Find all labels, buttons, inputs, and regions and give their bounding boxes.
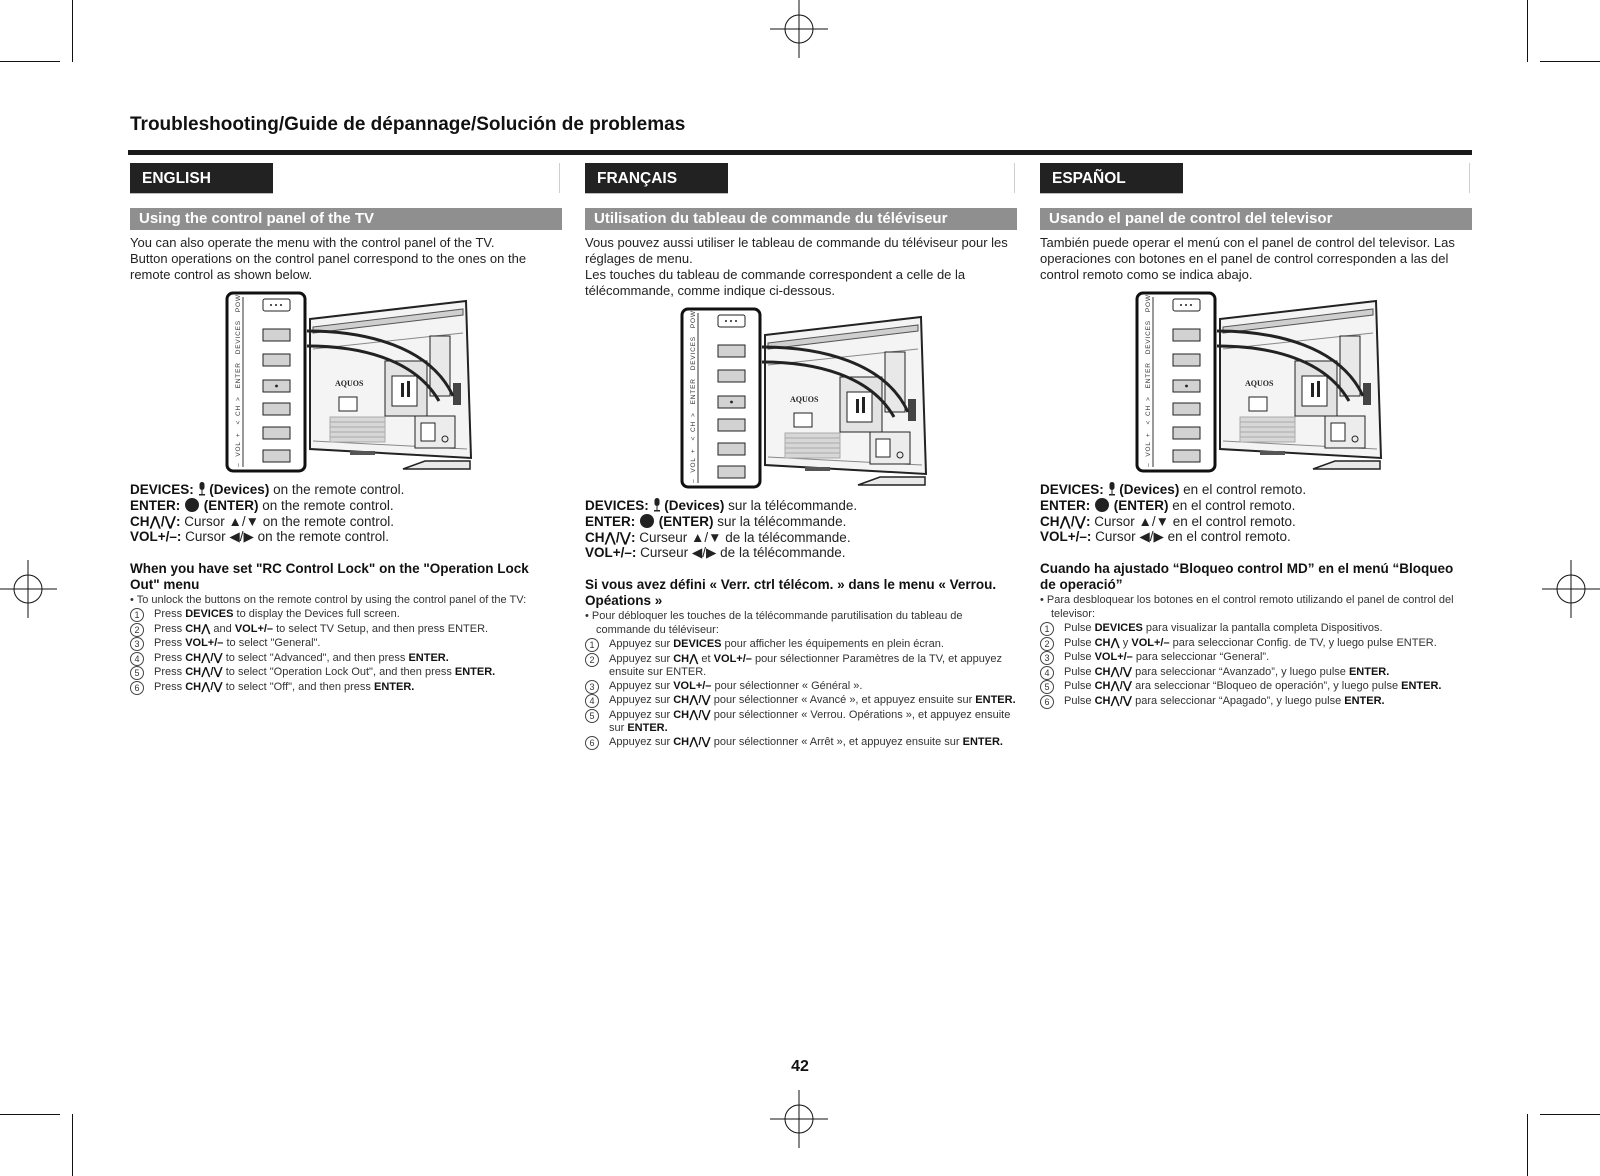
step-list (585, 638, 1017, 750)
enter-button-icon (640, 514, 654, 528)
language-tab-espanol: ESPAÑOL (1040, 163, 1183, 194)
step-item: 2 Appuyez sur CH⋀ et VOL+/– pour sélectionner Paramètres de la TV, et appuyez ensuite sur ENTER. (585, 653, 1017, 680)
step-item: 4 Appuyez sur CH⋀/⋁ pour sélectionner « Avancé », et appuyez ensuite sur ENTER. (585, 694, 1017, 709)
registration-mark (770, 1090, 828, 1148)
key-mapping (130, 482, 562, 545)
key-channel: CH⋀/⋁: Cursor ▲/▼ on the remote control. (130, 513, 395, 529)
section-heading: Utilisation du tableau de commande du téléviseur (585, 208, 1017, 230)
step-item: 5 Appuyez sur CH⋀/⋁ pour sélectionner « Verrou. Opérations », et appuyez ensuite sur ENTER. (585, 709, 1017, 736)
crop-mark (0, 61, 60, 62)
section-heading: Usando el panel de control del televisor (1040, 208, 1472, 230)
crop-mark (72, 1114, 73, 1176)
intro-paragraph: Les touches du tableau de commande correspondent a celle de la télécommande, comme indique ci-dessous. (585, 267, 966, 298)
step-item: 6 Press CH⋀/⋁ to select "Off", and then press ENTER. (130, 681, 562, 696)
key-enter: ENTER: (ENTER) en el control remoto. (1040, 497, 1296, 513)
lock-bullet: • Para desbloquear los botones en el control remoto utilizando el panel de control del televisor: (1040, 594, 1454, 621)
intro-text (585, 235, 1017, 299)
language-tab-english: ENGLISH (130, 163, 273, 194)
step-list (130, 608, 562, 695)
column-english (130, 163, 562, 695)
registration-mark (770, 0, 828, 58)
key-channel: CH⋀/⋁: Cursor ▲/▼ en el control remoto. (1040, 513, 1296, 529)
step-list (1040, 622, 1472, 709)
intro-paragraph: You can also operate the menu with the control panel of the TV. (130, 235, 495, 250)
lock-heading: Si vous avez défini « Verr. ctrl télécom. » dans le menu « Verrou. Opéations » (585, 577, 997, 609)
key-volume: VOL+/–: Curseur ◀/▶ de la télécommande. (585, 545, 846, 561)
step-item: 2 Pulse CH⋀ y VOL+/– para seleccionar Config. de TV, y luego pulse ENTER. (1040, 637, 1472, 652)
crop-mark (1540, 1114, 1600, 1115)
key-volume: VOL+/–: Cursor ◀/▶ on the remote control. (130, 529, 389, 545)
key-enter: ENTER: (ENTER) sur la télécommande. (585, 513, 847, 529)
section-heading: Using the control panel of the TV (130, 208, 562, 230)
key-devices: DEVICES: (Devices) en el control remoto. (1040, 482, 1307, 497)
lock-heading: Cuando ha ajustado “Bloqueo control MD” en el menú “Bloqueo de operació” (1040, 561, 1454, 593)
step-item: 1 Pulse DEVICES para visualizar la pantalla completa Dispositivos. (1040, 622, 1472, 637)
intro-text (1040, 235, 1472, 283)
intro-text (130, 235, 562, 283)
step-item: 6 Appuyez sur CH⋀/⋁ pour sélectionner « Arrêt », et appuyez ensuite sur ENTER. (585, 736, 1017, 751)
step-item: 4 Pulse CH⋀/⋁ para seleccionar “Avanzado”, y luego pulse ENTER. (1040, 666, 1472, 681)
intro-paragraph: También puede operar el menú con el panel de control del televisor. Las operaciones con botones en el panel de control corresponden a las del control remoto como se indica abajo. (1040, 235, 1455, 282)
step-item: 4 Press CH⋀/⋁ to select "Advanced", and then press ENTER. (130, 652, 562, 667)
control-panel-figure (1135, 291, 1385, 476)
key-mapping (1040, 482, 1472, 545)
step-item: 5 Pulse CH⋀/⋁ ara seleccionar “Bloqueo de operación”, y luego pulse ENTER. (1040, 680, 1472, 695)
page-title: Troubleshooting/Guide de dépannage/Solución de problemas (130, 114, 686, 135)
crop-mark (1527, 0, 1528, 62)
crop-mark (1527, 1114, 1528, 1176)
control-panel-figure (225, 291, 475, 476)
title-rule (128, 150, 1472, 155)
step-item: 1 Press DEVICES to display the Devices full screen. (130, 608, 562, 623)
column-espanol (1040, 163, 1472, 709)
step-item: 2 Press CH⋀ and VOL+/– to select TV Setup, and then press ENTER. (130, 623, 562, 638)
control-panel-figure (680, 307, 930, 492)
step-item: 3 Appuyez sur VOL+/– pour sélectionner « Général ». (585, 680, 1017, 695)
intro-paragraph: Button operations on the control panel correspond to the ones on the remote control as shown below. (130, 251, 527, 282)
enter-button-icon (1095, 498, 1109, 512)
step-item: 3 Press VOL+/– to select "General". (130, 637, 562, 652)
registration-mark (0, 560, 57, 618)
step-item: 6 Pulse CH⋀/⋁ para seleccionar “Apagado”, y luego pulse ENTER. (1040, 695, 1472, 710)
lock-heading: When you have set "RC Control Lock" on the "Operation Lock Out" menu (130, 561, 529, 593)
microphone-icon (198, 482, 206, 496)
key-enter: ENTER: (ENTER) on the remote control. (130, 497, 394, 513)
key-devices: DEVICES: (Devices) on the remote control. (130, 482, 405, 497)
key-devices: DEVICES: (Devices) sur la télécommande. (585, 498, 858, 513)
step-item: 3 Pulse VOL+/– para seleccionar “General”. (1040, 651, 1472, 666)
step-item: 1 Appuyez sur DEVICES pour afficher les équipements en plein écran. (585, 638, 1017, 653)
lock-bullet: • To unlock the buttons on the remote control by using the control panel of the TV: (130, 594, 527, 607)
crop-mark (0, 1114, 60, 1115)
key-channel: CH⋀/⋁: Curseur ▲/▼ de la télécommande. (585, 529, 851, 545)
step-item: 5 Press CH⋀/⋁ to select "Operation Lock Out", and then press ENTER. (130, 666, 562, 681)
crop-mark (72, 0, 73, 62)
lock-bullet: • Pour débloquer les touches de la télécommande parutilisation du tableau de commande du téléviseur: (585, 610, 963, 637)
crop-mark (1540, 61, 1600, 62)
registration-mark (1542, 560, 1600, 618)
page-number: 42 (791, 1058, 809, 1075)
microphone-icon (1108, 482, 1116, 496)
enter-button-icon (185, 498, 199, 512)
microphone-icon (653, 498, 661, 512)
key-mapping (585, 498, 1017, 561)
key-volume: VOL+/–: Cursor ◀/▶ en el control remoto. (1040, 529, 1291, 545)
column-francais (585, 163, 1017, 750)
intro-paragraph: Vous pouvez aussi utiliser le tableau de commande du téléviseur pour les réglages de menu. (585, 235, 1008, 266)
language-tab-francais: FRANÇAIS (585, 163, 728, 194)
